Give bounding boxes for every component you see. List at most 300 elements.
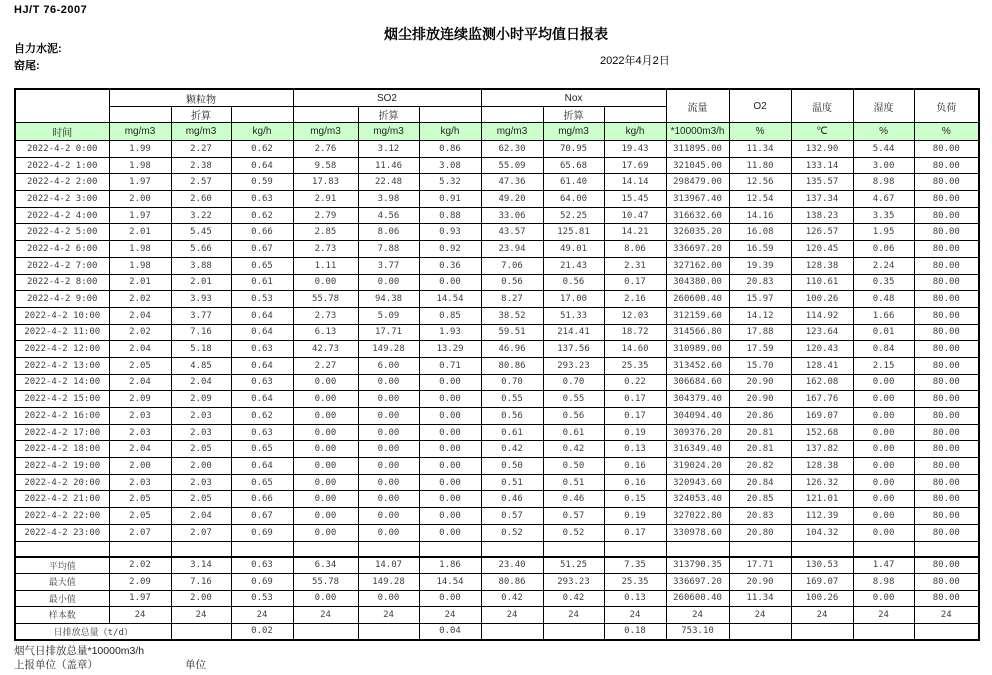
time-cell: 2022-4-2 12:00	[15, 341, 109, 358]
value-cell: 2.07	[109, 524, 171, 541]
value-cell: 0.42	[543, 441, 604, 458]
summary-value-cell: 313790.35	[666, 557, 729, 574]
value-cell: 80.00	[914, 274, 979, 291]
value-cell: 137.56	[543, 341, 604, 358]
value-cell: 14.54	[419, 291, 481, 308]
value-cell: 314566.80	[666, 324, 729, 341]
value-cell: 0.00	[293, 508, 358, 525]
value-cell: 132.90	[791, 141, 853, 158]
value-cell: 0.65	[231, 257, 293, 274]
value-cell: 2.02	[109, 291, 171, 308]
value-cell: 0.46	[543, 491, 604, 508]
value-cell: 2.03	[171, 424, 231, 441]
value-cell: 4.56	[358, 207, 419, 224]
value-cell: 0.19	[604, 508, 666, 525]
value-cell: 104.32	[791, 524, 853, 541]
summary-value-cell: 0.00	[293, 590, 358, 607]
value-cell: 2.04	[109, 307, 171, 324]
value-cell: 327162.00	[666, 257, 729, 274]
empty-cell	[231, 541, 293, 557]
value-cell: 2.04	[109, 341, 171, 358]
value-cell: 0.84	[853, 341, 914, 358]
header-pm-converted: 折算	[171, 107, 231, 123]
unit-cell: ℃	[791, 123, 853, 141]
summary-label: 平均值	[15, 557, 109, 574]
value-cell: 8.06	[358, 224, 419, 241]
value-cell: 324053.40	[666, 491, 729, 508]
header-blank	[604, 107, 666, 123]
value-cell: 2.91	[293, 191, 358, 208]
header-blank	[293, 107, 358, 123]
value-cell: 0.64	[231, 324, 293, 341]
value-cell: 0.42	[481, 441, 543, 458]
value-cell: 22.48	[358, 174, 419, 191]
summary-value-cell: 1.47	[853, 557, 914, 574]
value-cell: 17.69	[604, 157, 666, 174]
value-cell: 11.80	[729, 157, 791, 174]
value-cell: 2.02	[109, 324, 171, 341]
value-cell: 52.25	[543, 207, 604, 224]
value-cell: 4.67	[853, 191, 914, 208]
empty-cell	[15, 541, 109, 557]
value-cell: 20.82	[729, 458, 791, 475]
value-cell: 2.31	[604, 257, 666, 274]
summary-value-cell: 24	[419, 607, 481, 624]
time-cell: 2022-4-2 11:00	[15, 324, 109, 341]
value-cell: 162.08	[791, 374, 853, 391]
value-cell: 0.00	[293, 524, 358, 541]
value-cell: 0.00	[293, 408, 358, 425]
value-cell: 0.64	[231, 357, 293, 374]
empty-cell	[109, 541, 171, 557]
value-cell: 33.06	[481, 207, 543, 224]
value-cell: 0.17	[604, 274, 666, 291]
value-cell: 310989.00	[666, 341, 729, 358]
value-cell: 23.94	[481, 241, 543, 258]
value-cell: 0.61	[481, 424, 543, 441]
daily-total-cell	[171, 623, 231, 640]
value-cell: 10.47	[604, 207, 666, 224]
hour-data-row	[15, 424, 979, 441]
value-cell: 0.00	[358, 391, 419, 408]
value-cell: 0.55	[481, 391, 543, 408]
value-cell: 14.21	[604, 224, 666, 241]
value-cell: 5.45	[171, 224, 231, 241]
value-cell: 4.85	[171, 357, 231, 374]
value-cell: 2.00	[109, 458, 171, 475]
summary-value-cell: 0.42	[543, 590, 604, 607]
value-cell: 80.86	[481, 357, 543, 374]
value-cell: 0.00	[293, 391, 358, 408]
time-cell: 2022-4-2 18:00	[15, 441, 109, 458]
unit-cell: mg/m3	[293, 123, 358, 141]
value-cell: 304379.40	[666, 391, 729, 408]
summary-value-cell: 23.40	[481, 557, 543, 574]
value-cell: 0.00	[358, 474, 419, 491]
value-cell: 0.00	[419, 391, 481, 408]
time-cell: 2022-4-2 3:00	[15, 191, 109, 208]
value-cell: 43.57	[481, 224, 543, 241]
daily-total-cell	[358, 623, 419, 640]
hour-data-row	[15, 458, 979, 475]
time-cell: 2022-4-2 23:00	[15, 524, 109, 541]
value-cell: 123.64	[791, 324, 853, 341]
value-cell: 0.61	[231, 274, 293, 291]
value-cell: 46.96	[481, 341, 543, 358]
value-cell: 313967.40	[666, 191, 729, 208]
unit-cell: %	[914, 123, 979, 141]
value-cell: 330978.60	[666, 524, 729, 541]
value-cell: 0.62	[231, 408, 293, 425]
value-cell: 19.39	[729, 257, 791, 274]
value-cell: 94.38	[358, 291, 419, 308]
time-cell: 2022-4-2 20:00	[15, 474, 109, 491]
value-cell: 0.16	[604, 458, 666, 475]
value-cell: 80.00	[914, 424, 979, 441]
empty-cell	[853, 541, 914, 557]
value-cell: 17.88	[729, 324, 791, 341]
value-cell: 169.07	[791, 408, 853, 425]
value-cell: 319024.20	[666, 458, 729, 475]
summary-value-cell: 3.14	[171, 557, 231, 574]
summary-value-cell: 100.26	[791, 590, 853, 607]
value-cell: 2.09	[109, 391, 171, 408]
time-cell: 2022-4-2 1:00	[15, 157, 109, 174]
value-cell: 128.38	[791, 257, 853, 274]
value-cell: 14.12	[729, 307, 791, 324]
value-cell: 80.00	[914, 307, 979, 324]
summary-value-cell: 2.00	[171, 590, 231, 607]
value-cell: 0.66	[231, 224, 293, 241]
time-cell: 2022-4-2 14:00	[15, 374, 109, 391]
value-cell: 3.22	[171, 207, 231, 224]
value-cell: 80.00	[914, 341, 979, 358]
value-cell: 0.00	[358, 458, 419, 475]
value-cell: 0.22	[604, 374, 666, 391]
summary-value-cell: 2.02	[109, 557, 171, 574]
hour-data-row	[15, 474, 979, 491]
unit-cell: kg/h	[419, 123, 481, 141]
value-cell: 14.60	[604, 341, 666, 358]
value-cell: 12.56	[729, 174, 791, 191]
value-cell: 0.88	[419, 207, 481, 224]
value-cell: 0.00	[293, 474, 358, 491]
value-cell: 0.70	[543, 374, 604, 391]
value-cell: 0.00	[293, 458, 358, 475]
summary-value-cell: 7.35	[604, 557, 666, 574]
value-cell: 64.00	[543, 191, 604, 208]
value-cell: 0.50	[543, 458, 604, 475]
header-blank	[109, 107, 171, 123]
value-cell: 0.00	[853, 408, 914, 425]
value-cell: 312159.60	[666, 307, 729, 324]
value-cell: 2.73	[293, 241, 358, 258]
value-cell: 20.83	[729, 508, 791, 525]
value-cell: 2.38	[171, 157, 231, 174]
time-cell: 2022-4-2 16:00	[15, 408, 109, 425]
value-cell: 80.00	[914, 391, 979, 408]
value-cell: 126.57	[791, 224, 853, 241]
summary-value-cell: 24	[109, 607, 171, 624]
header-units-row	[15, 123, 979, 141]
value-cell: 6.00	[358, 357, 419, 374]
value-cell: 20.83	[729, 274, 791, 291]
value-cell: 1.98	[109, 257, 171, 274]
time-cell: 2022-4-2 7:00	[15, 257, 109, 274]
value-cell: 304380.00	[666, 274, 729, 291]
summary-row	[15, 607, 979, 624]
header-nox-converted: 折算	[543, 107, 604, 123]
value-cell: 3.00	[853, 157, 914, 174]
value-cell: 0.92	[419, 241, 481, 258]
value-cell: 0.35	[853, 274, 914, 291]
value-cell: 15.45	[604, 191, 666, 208]
value-cell: 80.00	[914, 324, 979, 341]
value-cell: 2.03	[171, 408, 231, 425]
value-cell: 311895.00	[666, 141, 729, 158]
value-cell: 0.00	[358, 408, 419, 425]
daily-total-label: 日排放总量（t/d）	[15, 623, 171, 640]
hour-data-row	[15, 441, 979, 458]
value-cell: 0.00	[358, 274, 419, 291]
value-cell: 0.53	[231, 291, 293, 308]
value-cell: 0.46	[481, 491, 543, 508]
hour-data-row	[15, 141, 979, 158]
value-cell: 326035.20	[666, 224, 729, 241]
empty-cell	[729, 541, 791, 557]
time-cell: 2022-4-2 8:00	[15, 274, 109, 291]
value-cell: 3.93	[171, 291, 231, 308]
daily-total-cell: 0.04	[419, 623, 481, 640]
value-cell: 20.85	[729, 491, 791, 508]
value-cell: 80.00	[914, 491, 979, 508]
value-cell: 100.26	[791, 291, 853, 308]
value-cell: 0.00	[358, 524, 419, 541]
value-cell: 0.63	[231, 374, 293, 391]
empty-cell	[666, 541, 729, 557]
value-cell: 0.56	[543, 408, 604, 425]
value-cell: 0.64	[231, 391, 293, 408]
empty-cell	[604, 541, 666, 557]
value-cell: 316632.60	[666, 207, 729, 224]
value-cell: 0.13	[604, 441, 666, 458]
value-cell: 138.23	[791, 207, 853, 224]
value-cell: 1.66	[853, 307, 914, 324]
value-cell: 0.00	[853, 491, 914, 508]
value-cell: 17.71	[358, 324, 419, 341]
value-cell: 7.16	[171, 324, 231, 341]
header-blank	[481, 107, 543, 123]
summary-value-cell: 24	[604, 607, 666, 624]
value-cell: 14.14	[604, 174, 666, 191]
header-load: 负荷	[914, 89, 979, 123]
unit-label: 单位	[185, 659, 206, 671]
summary-value-cell: 11.34	[729, 590, 791, 607]
summary-value-cell: 24	[666, 607, 729, 624]
value-cell: 2.76	[293, 141, 358, 158]
unit-cell: mg/m3	[543, 123, 604, 141]
value-cell: 214.41	[543, 324, 604, 341]
value-cell: 14.16	[729, 207, 791, 224]
report-date: 2022年4月2日	[600, 55, 670, 67]
value-cell: 121.01	[791, 491, 853, 508]
value-cell: 2.05	[171, 441, 231, 458]
value-cell: 0.00	[419, 508, 481, 525]
value-cell: 0.16	[604, 474, 666, 491]
hour-data-row	[15, 391, 979, 408]
value-cell: 55.09	[481, 157, 543, 174]
value-cell: 2.04	[109, 374, 171, 391]
value-cell: 18.72	[604, 324, 666, 341]
summary-value-cell: 8.98	[853, 574, 914, 591]
summary-value-cell: 0.00	[853, 590, 914, 607]
value-cell: 0.00	[419, 458, 481, 475]
time-cell: 2022-4-2 17:00	[15, 424, 109, 441]
value-cell: 80.00	[914, 357, 979, 374]
value-cell: 0.00	[358, 424, 419, 441]
value-cell: 260600.40	[666, 291, 729, 308]
monitoring-table	[14, 88, 980, 641]
value-cell: 2.05	[171, 491, 231, 508]
summary-value-cell: 24	[293, 607, 358, 624]
value-cell: 0.69	[231, 524, 293, 541]
value-cell: 0.55	[543, 391, 604, 408]
value-cell: 19.43	[604, 141, 666, 158]
value-cell: 320943.60	[666, 474, 729, 491]
value-cell: 137.82	[791, 441, 853, 458]
daily-total-cell	[791, 623, 853, 640]
value-cell: 2.79	[293, 207, 358, 224]
value-cell: 80.00	[914, 408, 979, 425]
hour-data-row	[15, 191, 979, 208]
value-cell: 2.01	[109, 224, 171, 241]
value-cell: 327022.80	[666, 508, 729, 525]
time-cell: 2022-4-2 15:00	[15, 391, 109, 408]
summary-value-cell: 7.16	[171, 574, 231, 591]
value-cell: 0.64	[231, 458, 293, 475]
unit-cell: %	[729, 123, 791, 141]
daily-total-cell: 0.02	[231, 623, 293, 640]
value-cell: 2.05	[109, 508, 171, 525]
value-cell: 8.98	[853, 174, 914, 191]
value-cell: 0.56	[481, 274, 543, 291]
header-flow: 流量	[666, 89, 729, 123]
value-cell: 0.67	[231, 508, 293, 525]
summary-value-cell: 55.78	[293, 574, 358, 591]
hour-data-row	[15, 307, 979, 324]
daily-total-cell: 753.10	[666, 623, 729, 640]
unit-cell: mg/m3	[481, 123, 543, 141]
value-cell: 7.06	[481, 257, 543, 274]
value-cell: 114.92	[791, 307, 853, 324]
value-cell: 15.97	[729, 291, 791, 308]
value-cell: 21.43	[543, 257, 604, 274]
hour-data-row	[15, 291, 979, 308]
value-cell: 0.17	[604, 524, 666, 541]
value-cell: 2.00	[171, 458, 231, 475]
hour-data-row	[15, 257, 979, 274]
header-o2: O2	[729, 89, 791, 123]
hour-data-row	[15, 408, 979, 425]
value-cell: 293.23	[543, 357, 604, 374]
value-cell: 0.00	[419, 274, 481, 291]
value-cell: 0.00	[358, 491, 419, 508]
summary-row	[15, 557, 979, 574]
summary-value-cell: 149.28	[358, 574, 419, 591]
value-cell: 3.12	[358, 141, 419, 158]
summary-value-cell: 0.69	[231, 574, 293, 591]
summary-value-cell: 293.23	[543, 574, 604, 591]
value-cell: 0.00	[293, 491, 358, 508]
value-cell: 0.15	[604, 491, 666, 508]
value-cell: 304094.40	[666, 408, 729, 425]
value-cell: 0.65	[231, 441, 293, 458]
value-cell: 2.24	[853, 257, 914, 274]
summary-label: 最大值	[15, 574, 109, 591]
summary-value-cell: 0.00	[419, 590, 481, 607]
time-cell: 2022-4-2 6:00	[15, 241, 109, 258]
company-label: 自力水泥:	[14, 43, 62, 55]
summary-value-cell: 17.71	[729, 557, 791, 574]
value-cell: 149.28	[358, 341, 419, 358]
value-cell: 0.71	[419, 357, 481, 374]
value-cell: 316349.40	[666, 441, 729, 458]
value-cell: 0.56	[543, 274, 604, 291]
value-cell: 59.51	[481, 324, 543, 341]
value-cell: 1.97	[109, 207, 171, 224]
value-cell: 0.62	[231, 207, 293, 224]
value-cell: 128.41	[791, 357, 853, 374]
value-cell: 2.05	[109, 357, 171, 374]
value-cell: 137.34	[791, 191, 853, 208]
value-cell: 0.00	[293, 441, 358, 458]
summary-value-cell: 24	[729, 607, 791, 624]
value-cell: 0.59	[231, 174, 293, 191]
value-cell: 3.35	[853, 207, 914, 224]
summary-row	[15, 590, 979, 607]
header-time: 时间	[15, 123, 109, 141]
header-blank	[231, 107, 293, 123]
header-so2-group: SO2	[293, 89, 481, 107]
summary-value-cell: 260600.40	[666, 590, 729, 607]
value-cell: 336697.20	[666, 241, 729, 258]
hour-data-row	[15, 374, 979, 391]
value-cell: 0.62	[231, 141, 293, 158]
summary-value-cell: 80.00	[914, 557, 979, 574]
value-cell: 2.09	[171, 391, 231, 408]
value-cell: 80.00	[914, 191, 979, 208]
value-cell: 2.03	[109, 474, 171, 491]
value-cell: 128.38	[791, 458, 853, 475]
value-cell: 0.57	[481, 508, 543, 525]
value-cell: 0.00	[853, 374, 914, 391]
value-cell: 5.66	[171, 241, 231, 258]
value-cell: 20.86	[729, 408, 791, 425]
value-cell: 0.63	[231, 424, 293, 441]
flue-total-note: 烟气日排放总量*10000m3/h	[14, 645, 145, 657]
value-cell: 80.00	[914, 207, 979, 224]
value-cell: 2.04	[109, 441, 171, 458]
value-cell: 0.85	[419, 307, 481, 324]
report-unit-label: 上报单位（盖章）	[14, 659, 98, 671]
value-cell: 2.05	[109, 491, 171, 508]
summary-value-cell: 80.00	[914, 574, 979, 591]
value-cell: 2.04	[171, 508, 231, 525]
value-cell: 7.88	[358, 241, 419, 258]
value-cell: 133.14	[791, 157, 853, 174]
value-cell: 0.86	[419, 141, 481, 158]
hour-data-row	[15, 274, 979, 291]
